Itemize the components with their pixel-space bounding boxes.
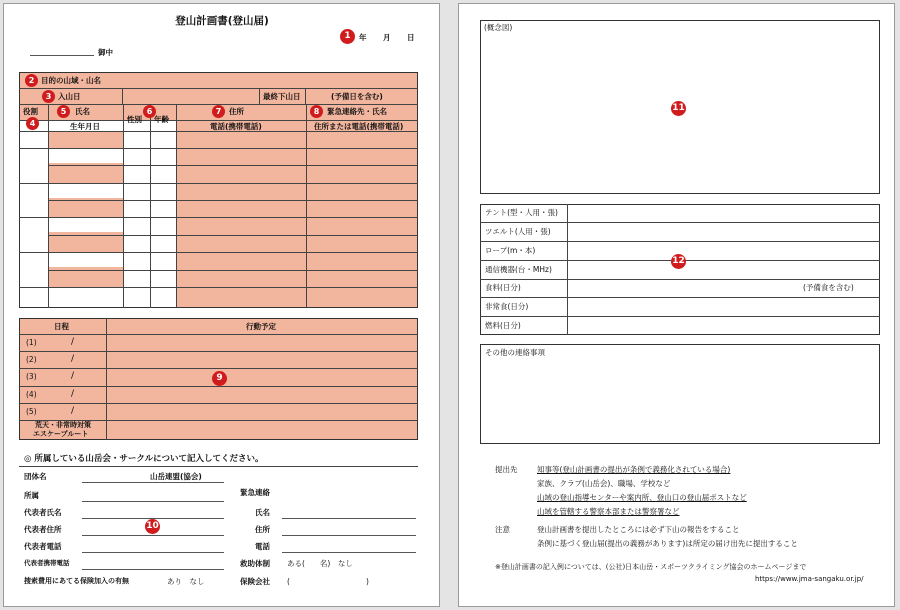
schedule-row-2: (2) (26, 355, 37, 364)
form-title: 登山計画書(登山届) (175, 15, 269, 27)
contact-phone-label: 電話 (255, 542, 270, 551)
group-name-label: 団体名 (24, 472, 47, 481)
rep-name-label: 代表者氏名 (24, 508, 62, 517)
marker-1: 1 (340, 29, 355, 44)
insurance-label: 捜索費用にあてる保険加入の有無 (24, 577, 129, 585)
equipment-food: 食料(日分) (485, 283, 521, 292)
submit-line-1: 知事等(登山計画書の提出が条例で義務化されている場合) (537, 465, 731, 474)
contact-name-label: 氏名 (255, 508, 270, 517)
slash-5: / (71, 406, 75, 416)
phone-label: 電話(携帯電話) (210, 122, 262, 131)
addressee-label: 御中 (98, 48, 113, 57)
other-notes-label: その他の連絡事項 (485, 348, 545, 357)
rescue-label: 救助体制 (240, 559, 270, 568)
rescue-options: ある( 名) なし (287, 559, 353, 568)
schedule-row-5: (5) (26, 407, 37, 416)
emergency-label: 緊急連絡先・氏名 (327, 107, 387, 116)
marker-3: 3 (42, 90, 55, 103)
reserve-note: (予備日を含む) (331, 92, 383, 101)
schedule-row-1: (1) (26, 338, 37, 347)
club-heading: ◎ 所属している山岳会・サークルについて記入してください。 (24, 454, 264, 464)
schedule-row-4: (4) (26, 390, 37, 399)
marker-5: 5 (57, 105, 70, 118)
addressee-line (30, 55, 94, 56)
other-notes-box (480, 344, 880, 444)
entry-date-label: 入山日 (58, 92, 81, 101)
birth-label: 生年月日 (70, 122, 100, 131)
emergency-sub-label: 住所または電話(携帯電話) (314, 122, 404, 131)
rep-address-label: 代表者住所 (24, 525, 62, 534)
marker-8: 8 (310, 105, 323, 118)
age-label: 年齢 (154, 115, 169, 124)
marker-7: 7 (212, 105, 225, 118)
schedule-plan-header: 行動予定 (246, 322, 276, 331)
name-label: 氏名 (75, 107, 90, 116)
contact-address-label: 住所 (255, 525, 270, 534)
bad-weather-label: 荒天・非常時対策 (35, 421, 91, 429)
marker-6: 6 (143, 105, 156, 118)
affiliation-label: 所属 (24, 491, 39, 500)
notes-label: 注意 (495, 525, 510, 534)
final-exit-label: 最終下山日 (263, 92, 301, 101)
footer-note: ※登山計画書の記入例については、(公社)日本山岳・スポーツクライミング協会のホームページまで (495, 563, 807, 571)
purpose-label: 目的の山域・山名 (41, 76, 101, 85)
submit-line-3: 山域の登山指導センターや案内所、登山口の登山届ポストなど (537, 493, 747, 502)
equipment-tarp: ツエルト(人用・張) (485, 227, 551, 236)
submit-line-4: 山域を管轄する警察本部または警察署など (537, 507, 680, 516)
equipment-rope: ロープ(m・本) (485, 246, 536, 255)
address-label: 住所 (229, 107, 244, 116)
sex-label: 性別 (127, 115, 142, 124)
marker-9: 9 (212, 371, 227, 386)
date-year-label: 年 (359, 33, 367, 42)
notes-line-1: 登山計画書を提出したところには必ず下山の報告をすること (537, 525, 740, 534)
marker-11: 11 (671, 101, 686, 116)
emergency-contact-label: 緊急連絡 (240, 488, 270, 497)
slash-4: / (71, 389, 75, 399)
date-month-label: 月 (383, 33, 391, 42)
company-paren-close: ) (366, 577, 369, 586)
submit-line-2: 家族、クラブ(山岳会)、職場、学校など (537, 479, 671, 488)
escape-route-label: エスケープルート (33, 430, 89, 438)
slash-2: / (71, 354, 75, 364)
equipment-fuel: 燃料(日分) (485, 321, 521, 330)
marker-12: 12 (671, 254, 686, 269)
mountain-plan-form-page (3, 3, 440, 607)
footer-url[interactable]: https://www.jma-sangaku.or.jp/ (755, 575, 864, 583)
marker-2: 2 (25, 74, 38, 87)
marker-10: 10 (145, 519, 160, 534)
equipment-radio: 通信機器(台・MHz) (485, 265, 552, 274)
insurance-company-label: 保険会社 (240, 577, 270, 586)
rep-mobile-label: 代表者携帯電話 (24, 559, 70, 567)
group-name-value: 山岳連盟(協会) (150, 472, 202, 481)
company-paren-open: ( (287, 577, 290, 586)
slash-3: / (71, 371, 75, 381)
role-label: 役割 (23, 107, 38, 116)
equipment-emergency-food: 非常食(日分) (485, 302, 529, 311)
schedule-row-3: (3) (26, 372, 37, 381)
schedule-date-header: 日程 (54, 322, 69, 331)
insurance-options: あり なし (167, 577, 205, 586)
overview-label: (概念図) (484, 23, 513, 32)
notes-line-2: 条例に基づく登山届(提出の義務があります)は所定の届け出先に提出すること (537, 539, 798, 548)
equipment-tent: テント(型・人用・張) (485, 208, 558, 217)
marker-4: 4 (26, 117, 39, 130)
reserve-food-note: (予備食を含む) (803, 283, 854, 292)
submit-to-label: 提出先 (495, 465, 518, 474)
rep-phone-label: 代表者電話 (24, 542, 62, 551)
date-day-label: 日 (407, 33, 415, 42)
slash-1: / (71, 337, 75, 347)
mountain-plan-form-page-2 (458, 3, 895, 607)
